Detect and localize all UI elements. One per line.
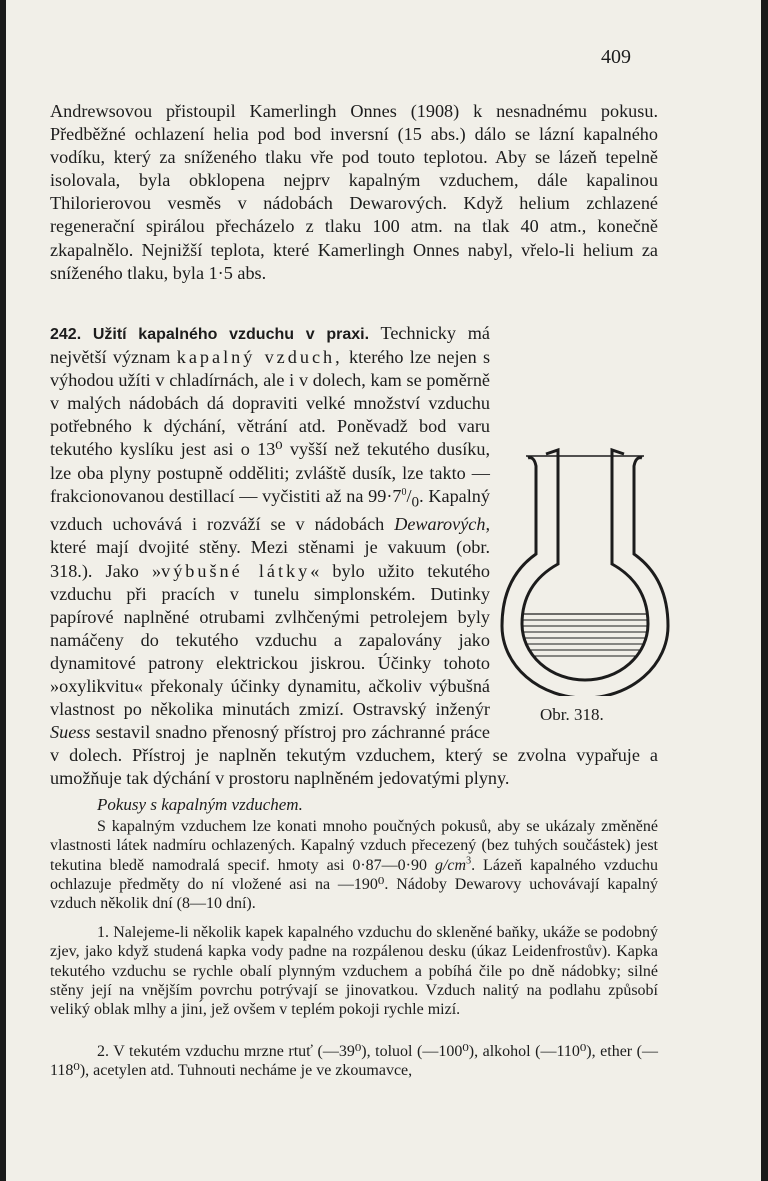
experiments-intro-a: S kapalným vzduchem lze konati mnoho poučných pokusů, aby se ukázaly změněné vlastnosti látek nadmíru ochlazených. Kapalný vzduch přecezený (bez tuhých součástek) jest tekutina bledě namodralá specif. hmoty asi 0·87—0·90 — [50, 818, 658, 874]
liquid-air-level — [500, 614, 670, 656]
percent-sub: 0 — [411, 493, 420, 511]
section-text-e: sestavil snadno přenosný přístroj pro záchranné práce v dolech. Přístroj je naplněn tekutým vzduchem, který se zvolna vypařuje a umožňuje tak dýchání v prostoru naplněném jedovatými plyny. — [50, 722, 658, 789]
section-heading: 242. Užití kapalného vzduchu v praxi. — [50, 326, 370, 343]
paragraph-helium — [50, 100, 658, 285]
density-unit: g/cm — [434, 856, 467, 874]
section-lead: Technicky má největší význam — [50, 323, 491, 368]
flask-inner-wall — [522, 450, 648, 680]
kapalny-vzduch-term: kapalný vzduch, — [176, 347, 343, 368]
figure-caption: Obr. 318. — [540, 705, 604, 724]
suess-name: Suess — [50, 722, 91, 743]
section-text-c: které mají dvojité stěny. Mezi stěnami je vakuum (obr. 318.). Jako » — [50, 537, 490, 581]
section-text: 242. Užití kapalného vzduchu v praxi. Technicky má největší význam kapalný vzduch, kterého lze nejen s výhodou užíti v chladírnách, ale i v dolech, kam se poměrně v malých nádobách dá dopraviti velké množství vzduchu potřebného k dýchání, větrání atd. Poněvadž bod varu tekutého kyslíku jest asi o 13⁰ vyšší než tekutého dusíku, lze oba plyny postupně odděliti; zvláště dusík, lze takto — frakcionovanou destillací — vyčistiti až na $99\cdot 7^0/_0$. Kapalný vzduch uchovává i rozváží se v nádobách Dewarových, které mají dvojité stěny. Mezi stěnami je vakuum (obr. 318.). Jako »výbušné látky« bylo užito tekutého vzduchu při pracích v tunelu simplonském. Dutinky papírové naplněné otrubami zvlhčenými petrolejem byly namáčeny do tekutého vzduchu a zapalovány jako dynamitové patrony elektrickou jiskrou. Účinky tohoto »oxylikvitu« překonaly účinky dynamitu, ačkoliv výbušná vlastnost po několika minutách zmizí. Ostravský inženýr Suess sestavil snadno přenosný přístroj pro záchranné práce v dolech. Přístroj je naplněn tekutým vzduchem, který se zvolna vypařuje a umožňuje tak dýchání v prostoru naplněném jedovatými plyny. — [50, 323, 658, 789]
dewar-flask-illustration — [500, 386, 670, 696]
experiment-item-2: 2. V tekutém vzduchu mrzne rtuť (—39⁰), toluol (—100⁰), alkohol (—110⁰), ether (—118⁰), acetylen atd. Tuhnouti necháme je ve zkoumavce, — [50, 1043, 658, 1080]
experiments-intro — [50, 817, 658, 913]
section-text-d: « bylo užito tekutého vzduchu při pracích v tunelu simplonském. Dutinky papírové naplněné otrubami zvlhčenými petrolejem byly namáčeny do tekutého vzduchu a zapalovány jako dynamitové patrony elektrickou jiskrou. Účinky tohoto »oxylikvitu« překonaly účinky dynamitu, ačkoliv výbušná vlastnost po několika minutách zmizí. Ostravský inženýr — [50, 560, 490, 720]
figure-dewar-flask — [500, 386, 670, 726]
vybusne-latky-term: výbušné látky — [161, 560, 311, 581]
book-page — [6, 0, 761, 1181]
page-number: 409 — [601, 46, 631, 68]
section-text-b: . Kapalný vzduch uchovává i rozváží se v nádobách — [50, 485, 490, 535]
density-unit-exp: 3 — [466, 855, 472, 867]
experiments-heading: Pokusy s kapalným vzduchem. — [97, 795, 303, 814]
section-liquid-air — [50, 322, 658, 791]
section-text-a: kterého lze nejen s výhodou užíti v chladírnách, ale i v dolech, kam se poměrně v malých nádobách dá dopraviti velké množství vzduchu potřebného k dýchání, větrání atd. Poněvadž bod varu tekutého kyslíku jest asi o 13⁰ vyšší než tekutého dusíku, lze oba plyny postupně odděliti; zvláště dusík, lze takto — frakcionovanou destillací — vyčistiti až na 99·7 — [50, 347, 491, 506]
percent-super: 0 — [401, 486, 407, 498]
experiments-intro-b: . Lázeň kapalného vzduchu ochlazuje předměty do ní vložené asi na —190⁰. Nádoby Dewarovy uchovávají kapalný vzduch několik dní (8—10 dní). — [50, 856, 659, 913]
experiment-item-1: 1. Nalejeme-li několik kapek kapalného vzduchu do skleněné baňky, ukáže se podobný zjev, jako když studená kapka vody padne na rozpálenou desku (úkaz Leidenfrostův). Kapka tekutého vzduchu se rychle obalí plynným vzduchem a pobíhá čile po dně nádobky; silné stěny její na vnějším povrchu potrývají se jinovatkou. Vzduch nalitý na podlahu způsobí veliký oblak mlhy a jinı́, jež ovšem v teplém pokoji rychle mizí. — [50, 924, 658, 1019]
flask-outer-wall — [502, 458, 668, 696]
paragraph-helium-text: Andrewsovou přistoupil Kamerlingh Onnes (1908) k nesnadnému pokusu. Předběžné ochlazení helia pod bod inversní (15 abs.) dálo se lázní kapalného vodíku, který za sníženého tlaku vře pod touto teplotou. Aby se lázeň tepelně isolovala, byla obklopena nejprv kapalným vzduchem, dále kapalinou Thilorierovou vesměs v nádobách Dewarových. Když helium zchlazené regenerační spirálou přecházelo z tlaku 100 atm. na tlak 40 atm., konečně zkapalnělo. Nejnižší teplota, které Kamerlingh Onnes nabyl, vřelo-li helium za sníženého tlaku, byla 1·5 abs. — [50, 101, 658, 283]
dewar-term: Dewarových, — [394, 514, 490, 535]
